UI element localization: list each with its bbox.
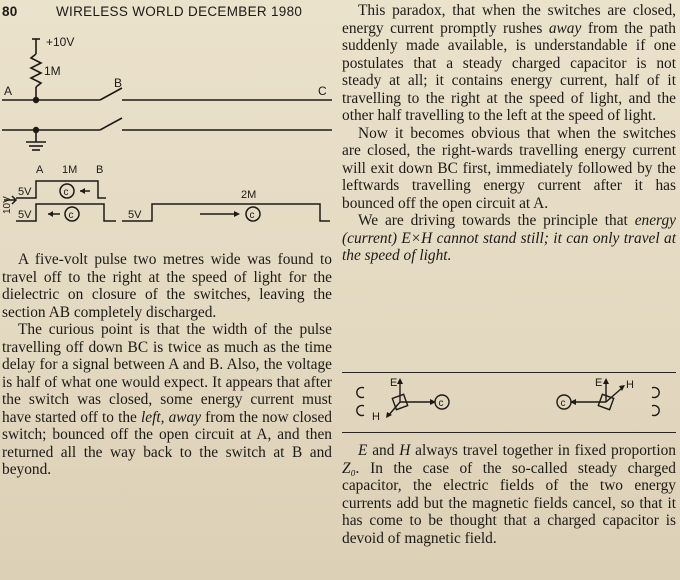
- energy-symbol-2: c: [68, 210, 74, 221]
- resistor-symbol: [31, 54, 41, 87]
- pulse-3: [122, 204, 330, 221]
- energy-symbol-3: c: [249, 210, 255, 221]
- node-b-label: B: [114, 76, 123, 90]
- eh-field-diagram: [342, 374, 676, 430]
- node-a-label: A: [4, 84, 13, 98]
- energy-symbol-right: c: [560, 398, 566, 409]
- pulse-3-level: 5V: [128, 209, 142, 221]
- left-paragraph-2: The curious point is that the width of the pulse travelling off down BC is twice as much as the time delay for a signal between A and B. Also, the voltage is half of what one would expect. It appears that after the switch was closed, some energy current must have started off to the left, away from the now closed switch; bounced off the open circuit at A, and then returned all the way back to the switch at B and beyond.: [2, 321, 332, 478]
- junction-dot: [34, 98, 39, 103]
- curl-arrow-top-left: [357, 388, 364, 398]
- pulse-label-a: A: [36, 164, 44, 176]
- h-vector-right: [606, 388, 622, 402]
- left-paragraph-1: A five-volt pulse two metres wide was found to travel off to the right at the speed of light for the dielectric on closure of the switches, leaving the section AB completely discharged.: [2, 251, 332, 321]
- pulse-diagram: [0, 164, 335, 234]
- left-column: [2, 251, 332, 479]
- right-paragraph-3: We are driving towards the principle that energy (current) E×H cannot stand still; it can only travel at the speed of light.: [342, 212, 676, 264]
- e-arrowhead-right: [603, 378, 609, 384]
- e-label-left: E: [390, 377, 398, 389]
- running-header: WIRELESS WORLD DECEMBER 1980: [56, 4, 303, 19]
- supply-label: +10V: [46, 35, 75, 49]
- pulse-2-level: 5V: [18, 209, 32, 221]
- switch-b-bottom: [100, 118, 122, 130]
- pulse-label-b: B: [96, 164, 104, 176]
- pulse-3-arrowhead: [234, 211, 240, 217]
- volt-axis-label: 10V: [2, 196, 13, 214]
- curl-arrow-top-right: [652, 388, 659, 398]
- figure-bottom-rule: [342, 432, 676, 433]
- right-paragraph-4: E and H always travel together in fixed proportion Z₀. In the case of the so-called steady charged capacitor, the electric fields of the two energy currents add but the magnetic fields cancel, so that it has come to be thought that a charged capacitor is devoid of magnetic field.: [342, 442, 676, 547]
- resistor-label: 1M: [44, 64, 61, 78]
- e-label-right: E: [595, 377, 603, 389]
- right-column-continued: [342, 442, 676, 547]
- h-label-right: H: [626, 379, 634, 391]
- right-column: [342, 2, 676, 265]
- energy-symbol-left: c: [438, 398, 444, 409]
- pulse-1-arrowhead: [80, 188, 85, 194]
- e-arrowhead-left: [397, 378, 403, 384]
- right-paragraph-1: This paradox, that when the switches are closed, energy current promptly rushes away from the path suddenly made available, is understandable if one postulates that a steady charged capacitor is not steady at all; it contains energy current, half of it travelling to the right at the speed of light, and the other half travelling to the left at the speed of light.: [342, 2, 676, 124]
- circuit-diagram: [0, 24, 335, 164]
- node-c-label: C: [318, 84, 327, 98]
- energy-symbol-1: c: [63, 187, 69, 198]
- curl-arrow-bottom-right: [652, 406, 659, 416]
- page-number: 80: [2, 4, 18, 19]
- pulse-2-arrowhead: [48, 211, 53, 217]
- pulse-label-1m: 1M: [62, 164, 78, 176]
- h-label-left: H: [372, 411, 380, 423]
- right-paragraph-2: Now it becomes obvious that when the switches are closed, the right-wards travelling energy current will exit down BC first, immediately followed by the leftwards travelling energy current after it has bounced off the open circuit at A.: [342, 124, 676, 212]
- pulse-label-2m: 2M: [241, 189, 257, 201]
- curl-arrow-bottom-left: [357, 406, 364, 416]
- figure-top-rule: [342, 372, 676, 373]
- pulse-1-level: 5V: [18, 186, 32, 198]
